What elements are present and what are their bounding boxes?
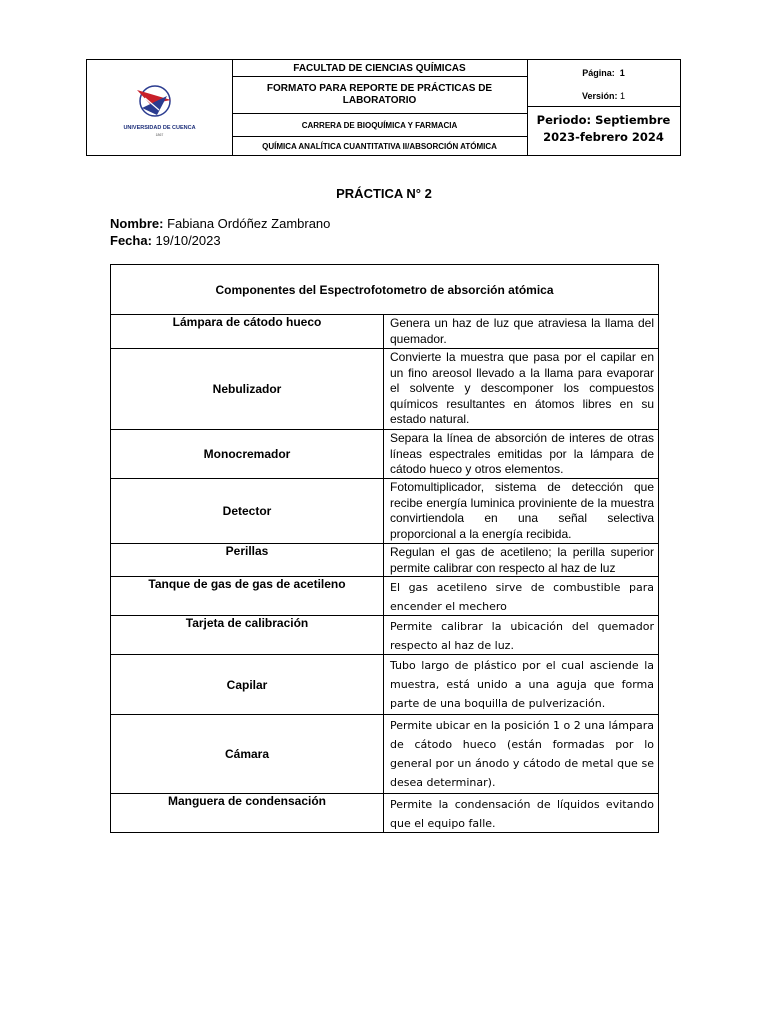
component-description: Permite calibrar la ubicación del quemador respecto al haz de luz. (390, 620, 654, 652)
date-label: Fecha: (110, 233, 152, 248)
page-label: Página: (582, 68, 615, 78)
header-meta (527, 60, 680, 155)
divider (527, 106, 680, 107)
version-value: 1 (620, 91, 626, 101)
table-row (111, 794, 658, 832)
component-description: Tubo largo de plástico por el cual asciende la muestra, está unido a una aguja que forma parte de una boquilla de pulverización. (390, 659, 654, 710)
name-label: Nombre: (110, 216, 164, 231)
component-name: Tarjeta de calibración (111, 616, 384, 654)
date-value: 19/10/2023 (155, 233, 221, 248)
practice-title: PRÁCTICA N° 2 (336, 186, 432, 201)
component-description: Regulan el gas de acetileno; la perilla superior permite calibrar con respecto al haz de luz (390, 545, 654, 575)
component-description: Fotomultiplicador, sistema de detección que recibe energía luminica proviniente de la muestra convirtiendola en una señal selectiva proporcional a la energía recibida. (390, 480, 654, 541)
component-description: Separa la línea de absorción de interes de otras líneas espectrales emitidas por la lámpara de cátodo hueco y otros elementos. (390, 431, 654, 476)
version (527, 91, 680, 101)
document-header (86, 59, 681, 156)
version-label: Versión: (581, 91, 618, 101)
component-name: Detector (111, 479, 384, 543)
subject-title: QUÍMICA ANALÍTICA CUANTITATIVA II/ABSORCIÓN ATÓMICA (262, 141, 497, 151)
page-number (527, 68, 680, 78)
table-row (111, 544, 658, 577)
component-name: Nebulizador (111, 349, 384, 429)
university-logo-icon (87, 60, 232, 155)
practice-date (110, 233, 221, 248)
faculty-title: FACULTAD DE CIENCIAS QUÍMICAS (232, 60, 527, 77)
format-title: FORMATO PARA REPORTE DE PRÁCTICAS DE LABORATORIO (232, 77, 527, 114)
component-description: Convierte la muestra que pasa por el capilar en un fino areosol llevado a la llama para evaporar el solvente y descomponer los compuestos químicos resultantes en átomos libres en su estado natural. (390, 350, 654, 426)
component-name: Monocremador (111, 430, 384, 478)
component-name: Lámpara de cátodo hueco (111, 315, 384, 348)
header-titles (232, 60, 528, 155)
table-title: Componentes del Espectrofotometro de absorción atómica (111, 265, 658, 315)
name-value: Fabiana Ordóñez Zambrano (167, 216, 331, 231)
student-name (110, 216, 330, 231)
components-table (110, 264, 659, 833)
component-name: Cámara (111, 715, 384, 793)
component-name: Capilar (111, 655, 384, 714)
component-name: Perillas (111, 544, 384, 576)
table-row (111, 616, 658, 655)
component-name: Manguera de condensación (111, 794, 384, 832)
component-description: Permite la condensación de líquidos evitando que el equipo falle. (390, 798, 654, 830)
table-row (111, 315, 658, 349)
component-description: Permite ubicar en la posición 1 o 2 una lámpara de cátodo hueco (están formadas por lo general por un ánodo y cátodo de metal que se desea determinar). (390, 719, 654, 789)
period: Periodo: Septiembre 2023-febrero 2024 (536, 113, 671, 144)
logo-text: UNIVERSIDAD DE CUENCA (123, 125, 196, 131)
table-row (111, 430, 658, 479)
table-row (111, 715, 658, 794)
table-row (111, 655, 658, 715)
component-description: Genera un haz de luz que atraviesa la llama del quemador. (390, 316, 654, 346)
component-name: Tanque de gas de gas de acetileno (111, 577, 384, 615)
page-value: 1 (619, 68, 625, 78)
table-row (111, 577, 658, 616)
table-row (111, 349, 658, 430)
logo-subtext: 1867 (155, 133, 164, 137)
career-title: CARRERA DE BIOQUÍMICA Y FARMACIA (232, 114, 527, 137)
logo-cell (87, 60, 233, 155)
component-description: El gas acetileno sirve de combustible para encender el mechero (390, 581, 654, 613)
table-row (111, 479, 658, 544)
